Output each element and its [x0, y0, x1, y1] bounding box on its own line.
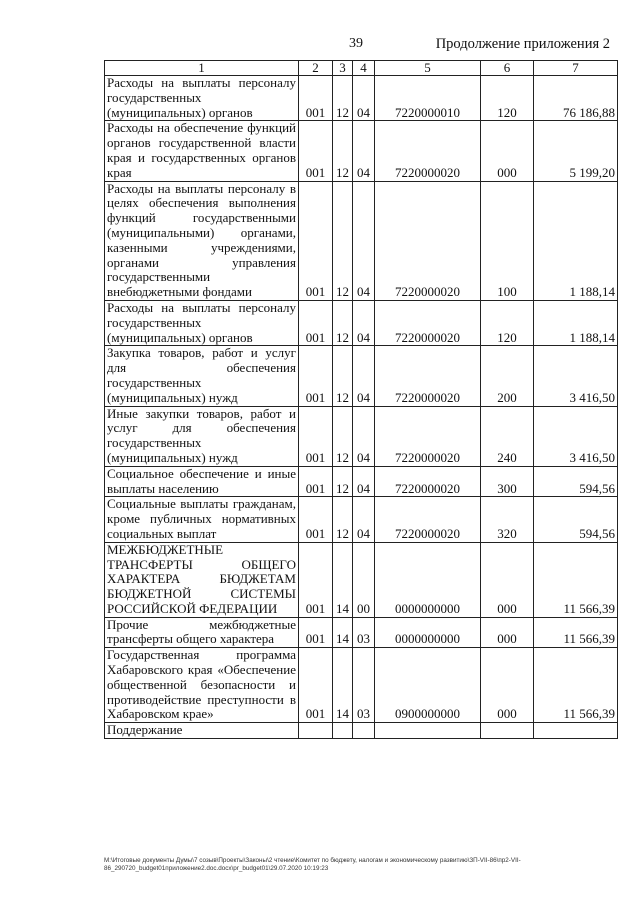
- target-article-cell: 7220000020: [375, 181, 481, 300]
- subsection-cell: [353, 723, 375, 739]
- expense-type-cell: 120: [481, 76, 534, 121]
- column-header: 5: [375, 61, 481, 76]
- table-row: [105, 466, 618, 497]
- amount-cell: 76 186,88: [534, 76, 618, 121]
- target-article-cell: 7220000010: [375, 76, 481, 121]
- table-row: [105, 542, 618, 617]
- subsection-cell: 03: [353, 617, 375, 648]
- target-article-cell: 7220000020: [375, 121, 481, 181]
- target-article-cell: 7220000020: [375, 300, 481, 345]
- table-row: [105, 76, 618, 121]
- code-cell: 001: [299, 466, 333, 497]
- expense-name-cell: МЕЖБЮДЖЕТНЫЕ ТРАНСФЕРТЫ ОБЩЕГО ХАРАКТЕРА БЮДЖЕТАМ БЮДЖЕТНОЙ СИСТЕМЫ РОССИЙСКОЙ ФЕДЕРАЦИИ: [105, 542, 299, 617]
- column-header: 3: [333, 61, 353, 76]
- column-header: 7: [534, 61, 618, 76]
- table-row: [105, 617, 618, 648]
- code-cell: [299, 723, 333, 739]
- section-cell: 12: [333, 300, 353, 345]
- code-cell: 001: [299, 542, 333, 617]
- code-cell: 001: [299, 497, 333, 542]
- target-article-cell: [375, 723, 481, 739]
- amount-cell: 11 566,39: [534, 648, 618, 723]
- amount-cell: 3 416,50: [534, 346, 618, 406]
- subsection-cell: 03: [353, 648, 375, 723]
- expense-name-cell: Расходы на выплаты персоналу государственных (муниципальных) органов: [105, 76, 299, 121]
- expense-type-cell: 000: [481, 648, 534, 723]
- expense-type-cell: 100: [481, 181, 534, 300]
- expense-type-cell: 240: [481, 406, 534, 466]
- table-row: [105, 300, 618, 345]
- expense-name-cell: Социальное обеспечение и иные выплаты населению: [105, 466, 299, 497]
- expense-name-cell: Иные закупки товаров, работ и услуг для обеспечения государственных (муниципальных) нужд: [105, 406, 299, 466]
- amount-cell: 1 188,14: [534, 181, 618, 300]
- expense-type-cell: 320: [481, 497, 534, 542]
- header-row: [105, 61, 618, 76]
- code-cell: 001: [299, 300, 333, 345]
- subsection-cell: 04: [353, 181, 375, 300]
- amount-cell: 11 566,39: [534, 617, 618, 648]
- expense-name-cell: Поддержание: [105, 723, 299, 739]
- amount-cell: [534, 723, 618, 739]
- amount-cell: 5 199,20: [534, 121, 618, 181]
- table-row: [105, 121, 618, 181]
- expense-name-cell: Расходы на выплаты персоналу государственных (муниципальных) органов: [105, 300, 299, 345]
- target-article-cell: 0000000000: [375, 617, 481, 648]
- subsection-cell: 04: [353, 406, 375, 466]
- table-row: [105, 346, 618, 406]
- section-cell: 14: [333, 648, 353, 723]
- amount-cell: 3 416,50: [534, 406, 618, 466]
- subsection-cell: 04: [353, 466, 375, 497]
- code-cell: 001: [299, 346, 333, 406]
- code-cell: 001: [299, 648, 333, 723]
- column-header: 1: [105, 61, 299, 76]
- table-row: [105, 648, 618, 723]
- section-cell: 12: [333, 346, 353, 406]
- column-header: 6: [481, 61, 534, 76]
- table-row: [105, 406, 618, 466]
- section-cell: [333, 723, 353, 739]
- expense-name-cell: Прочие межбюджетные трансферты общего характера: [105, 617, 299, 648]
- target-article-cell: 7220000020: [375, 497, 481, 542]
- expense-type-cell: 000: [481, 617, 534, 648]
- expense-type-cell: 000: [481, 121, 534, 181]
- subsection-cell: 04: [353, 300, 375, 345]
- table-body: [105, 76, 618, 739]
- section-cell: 12: [333, 121, 353, 181]
- table-row: [105, 497, 618, 542]
- target-article-cell: 7220000020: [375, 466, 481, 497]
- target-article-cell: 0900000000: [375, 648, 481, 723]
- amount-cell: 11 566,39: [534, 542, 618, 617]
- code-cell: 001: [299, 406, 333, 466]
- section-cell: 12: [333, 181, 353, 300]
- document-path-footer: M:\Итоговые документы Думы\7 созыв\Проекты\Законы\2 чтение\Комитет по бюджету, налогам и экономическому развитию\ЗП-VII-86\пр2-VII-86_290720_budget01приложение2.doc.docx\pr_budget01\29.07.2020 10:19:23: [104, 857, 521, 872]
- target-article-cell: 7220000020: [375, 406, 481, 466]
- section-cell: 12: [333, 406, 353, 466]
- amount-cell: 1 188,14: [534, 300, 618, 345]
- table-row: [105, 723, 618, 739]
- section-cell: 12: [333, 497, 353, 542]
- subsection-cell: 00: [353, 542, 375, 617]
- expense-type-cell: 000: [481, 542, 534, 617]
- table-row: [105, 181, 618, 300]
- expense-name-cell: Государственная программа Хабаровского края «Обеспечение общественной безопасности и противодействие преступности в Хабаровском крае»: [105, 648, 299, 723]
- subsection-cell: 04: [353, 76, 375, 121]
- page-number: 39: [349, 36, 363, 51]
- subsection-cell: 04: [353, 346, 375, 406]
- expense-type-cell: 120: [481, 300, 534, 345]
- budget-table: [104, 60, 618, 739]
- target-article-cell: 7220000020: [375, 346, 481, 406]
- code-cell: 001: [299, 121, 333, 181]
- section-cell: 14: [333, 617, 353, 648]
- section-cell: 12: [333, 466, 353, 497]
- amount-cell: 594,56: [534, 466, 618, 497]
- continuation-caption: Продолжение приложения 2: [435, 36, 610, 52]
- code-cell: 001: [299, 181, 333, 300]
- section-cell: 12: [333, 76, 353, 121]
- code-cell: 001: [299, 617, 333, 648]
- expense-name-cell: Расходы на обеспечение функций органов государственной власти края и государственных органов края: [105, 121, 299, 181]
- section-cell: 14: [333, 542, 353, 617]
- table-header: [105, 61, 618, 76]
- expense-type-cell: 200: [481, 346, 534, 406]
- column-header: 4: [353, 61, 375, 76]
- subsection-cell: 04: [353, 497, 375, 542]
- target-article-cell: 0000000000: [375, 542, 481, 617]
- expense-name-cell: Социальные выплаты гражданам, кроме публичных нормативных социальных выплат: [105, 497, 299, 542]
- expense-name-cell: Закупка товаров, работ и услуг для обеспечения государственных (муниципальных) нужд: [105, 346, 299, 406]
- column-header: 2: [299, 61, 333, 76]
- code-cell: 001: [299, 76, 333, 121]
- expense-name-cell: Расходы на выплаты персоналу в целях обеспечения выполнения функций государственными (муниципальными) органами, казенными учреждениями, органами управления государственными внебюджетными фондами: [105, 181, 299, 300]
- expense-type-cell: [481, 723, 534, 739]
- amount-cell: 594,56: [534, 497, 618, 542]
- subsection-cell: 04: [353, 121, 375, 181]
- expense-type-cell: 300: [481, 466, 534, 497]
